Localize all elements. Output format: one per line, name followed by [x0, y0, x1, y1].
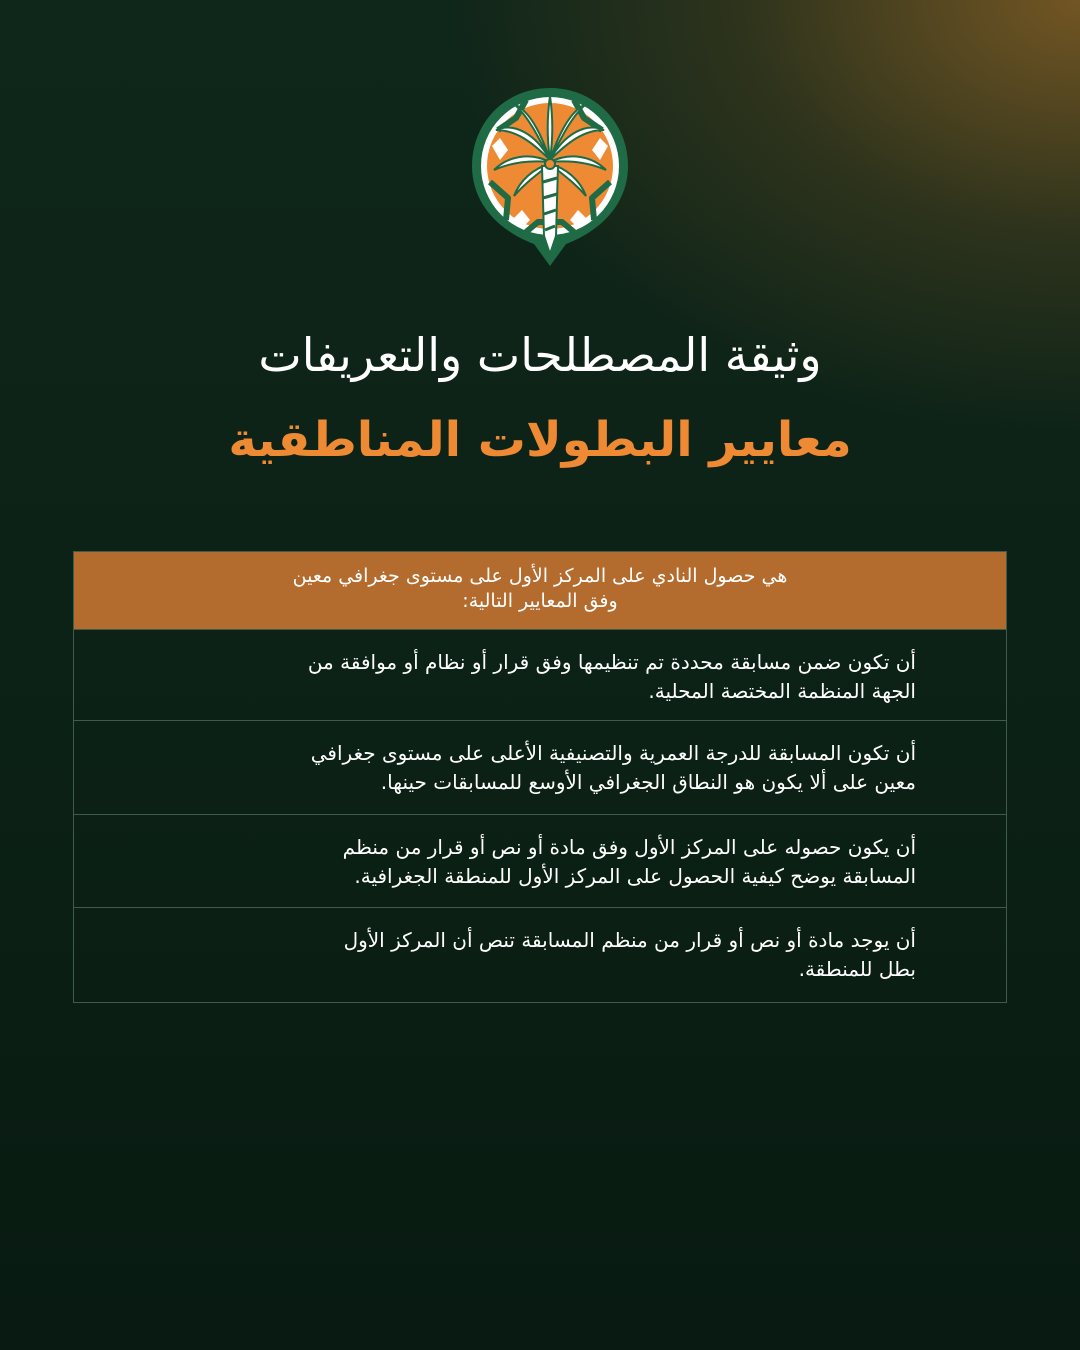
definition-header [74, 552, 1006, 630]
criteria-line: بطل للمنطقة. [798, 957, 916, 981]
criteria-line: الجهة المنظمة المختصة المحلية. [648, 679, 916, 703]
criteria-line: المسابقة يوضح كيفية الحصول على المركز الأول للمنطقة الجغرافية. [354, 864, 916, 888]
criteria-row [74, 630, 1006, 721]
criteria-table [73, 551, 1007, 1003]
page-subtitle: معايير البطولات المناطقية [228, 412, 852, 468]
criteria-row [74, 721, 1006, 815]
palm-tree-football-emblem-icon [470, 86, 630, 268]
definition-line: هي حصول النادي على المركز الأول على مستوى جغرافي معين [292, 565, 788, 587]
criteria-line: أن تكون ضمن مسابقة محددة تم تنظيمها وفق قرار أو نظام أو موافقة من [307, 650, 916, 674]
criteria-row [74, 815, 1006, 908]
criteria-line: أن يوجد مادة أو نص أو قرار من منظم المسابقة تنص أن المركز الأول [343, 928, 916, 952]
criteria-line: أن تكون المسابقة للدرجة العمرية والتصنيفية الأعلى على مستوى جغرافي [310, 741, 916, 765]
criteria-row [74, 908, 1006, 1002]
criteria-line: معين على ألا يكون هو النطاق الجغرافي الأوسع للمسابقات حينها. [380, 770, 916, 794]
definition-line: وفق المعايير التالية: [462, 590, 618, 612]
page-title: وثيقة المصطلحات والتعريفات [258, 328, 822, 382]
criteria-line: أن يكون حصوله على المركز الأول وفق مادة أو نص أو قرار من منظم [342, 835, 916, 859]
